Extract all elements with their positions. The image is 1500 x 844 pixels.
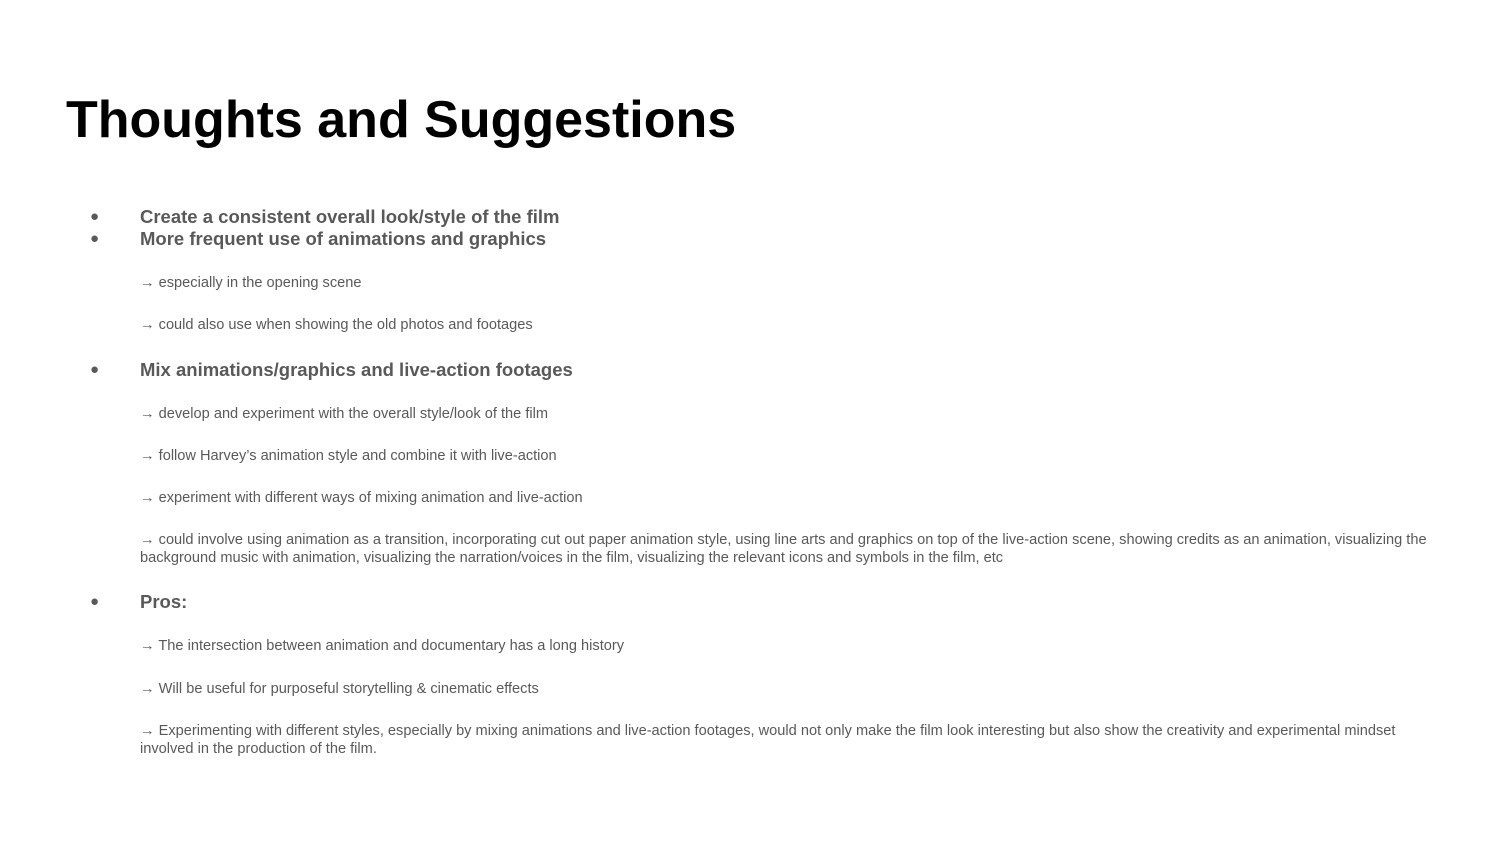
bullet-mix-animations: Mix animations/graphics and live-action footages xyxy=(140,359,573,380)
sub-storytelling: → Will be useful for purposeful storytelling & cinematic effects xyxy=(140,681,539,697)
bullet-frequent-animations: More frequent use of animations and graphics xyxy=(140,228,547,249)
sub-develop-style: → develop and experiment with the overall style/look of the film xyxy=(140,406,549,422)
slide-title: Thoughts and Suggestions xyxy=(66,91,737,149)
bullet-pros: Pros: xyxy=(140,591,188,612)
sub-harvey-style: → follow Harvey’s animation style and combine it with live-action xyxy=(140,448,557,464)
sub-opening-scene: → especially in the opening scene xyxy=(140,275,362,291)
bullet-icon: ● xyxy=(90,361,100,378)
bullet-icon: ● xyxy=(90,208,100,225)
sub-old-photos: → could also use when showing the old photos and footages xyxy=(140,317,533,333)
sub-experiment-mixing: → experiment with different ways of mixing animation and live-action xyxy=(140,490,583,506)
bullet-icon: ● xyxy=(90,593,100,610)
sub-could-involve: → could involve using animation as a transition, incorporating cut out paper animation style, using line arts and graphics on top of the live-action scene, showing credits as an animation, visualizing the background music with animation, visualizing the narration/voices in the film, visualizing the relevant icons and symbols in the film, etc xyxy=(140,532,1427,566)
bullet-consistent-look: Create a consistent overall look/style of the film xyxy=(140,206,560,227)
sub-intersection-history: → The intersection between animation and documentary has a long history xyxy=(140,638,625,654)
bullet-icon: ● xyxy=(90,230,100,247)
sub-experimenting-styles: → Experimenting with different styles, especially by mixing animations and live-action footages, would not only make the film look interesting but also show the creativity and experimental mindset involved in the production of the film. xyxy=(140,723,1396,757)
